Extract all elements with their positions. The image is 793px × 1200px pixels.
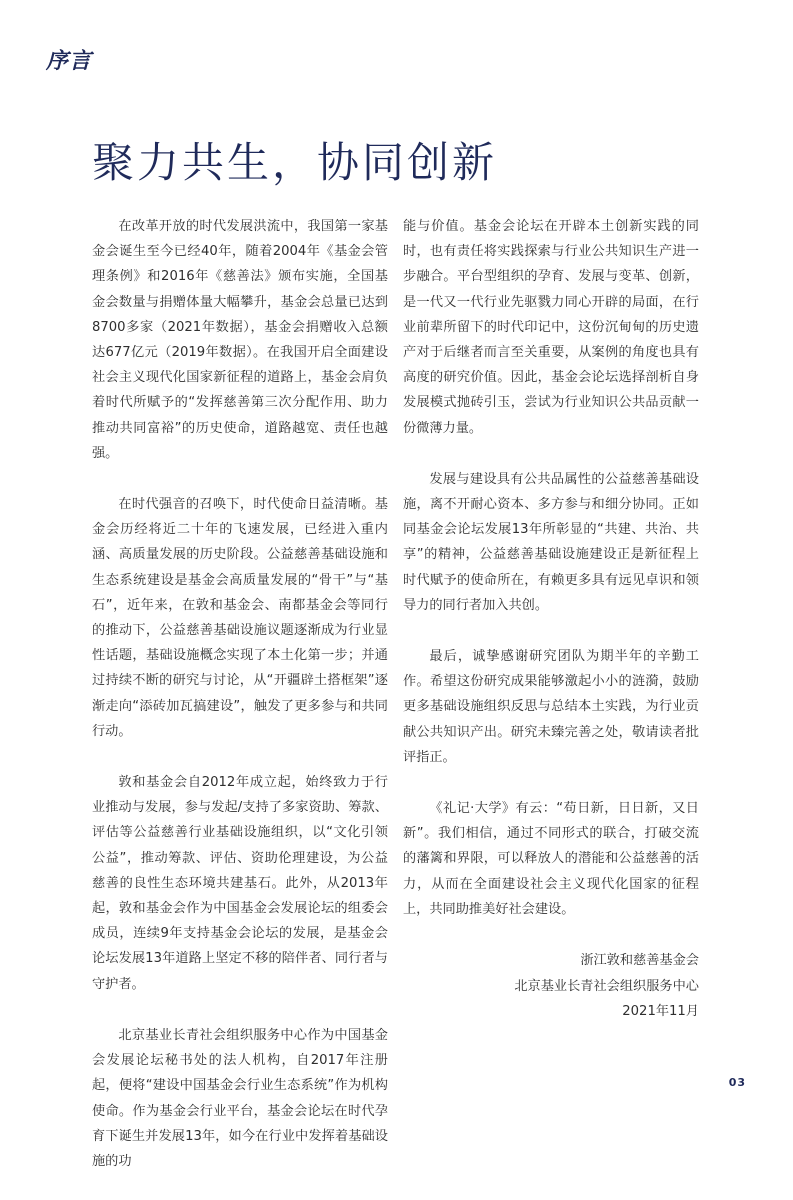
signature-date: 2021年11月	[622, 1004, 699, 1020]
signature-block	[403, 948, 699, 1025]
page-number: 03	[728, 1076, 746, 1089]
paragraph: 发展与建设具有公共品属性的公益慈善基础设施，离不开耐心资本、多方参与和细分协同。正如同基金会论坛发展13年所彰显的“共建、共治、共享”的精神，公益慈善基础设施建设正是新征程上时代赋予的使命所在，有赖更多具有远见卓识和领导力的同行者加入共创。	[403, 471, 699, 613]
signature-org-2: 北京基业长青社会组织服务中心	[514, 978, 699, 994]
left-column	[92, 214, 388, 1200]
paragraph: 最后，诚挚感谢研究团队为期半年的辛勤工作。希望这份研究成果能够激起小小的涟漪，鼓励更多基础设施组织反思与总结本土实践，为行业贡献公共知识产出。研究未臻完善之处，敬请读者批评指正。	[403, 649, 699, 765]
signature-org-1: 浙江敦和慈善基金会	[580, 953, 699, 969]
right-column	[403, 214, 699, 1025]
paragraph: 在时代强音的召唤下，时代使命日益清晰。基金会历经将近二十年的飞速发展，已经进入重内涵、高质量发展的历史阶段。公益慈善基础设施和生态系统建设是基金会高质量发展的“骨干”与“基石”，近年来，在敦和基金会、南都基金会等同行的推动下，公益慈善基础设施议题逐渐成为行业显性话题，基础设施概念实现了本土化第一步；并通过持续不断的研究与讨论，从“开疆辟土搭框架”逐渐走向“添砖加瓦搞建设”，触发了更多参与和共同行动。	[92, 497, 388, 739]
section-label: 序言	[46, 48, 93, 74]
paragraph: 敦和基金会自2012年成立起，始终致力于行业推动与发展，参与发起/支持了多家资助、筹款、评估等公益慈善行业基础设施组织，以“文化引领公益”，推动筹款、评估、资助伦理建设，为公益慈善的良性生态环境共建基石。此外，从2013年起，敦和基金会作为中国基金会发展论坛的组委会成员，连续9年支持基金会论坛的发展，是基金会论坛发展13年道路上坚定不移的陪伴者、同行者与守护者。	[92, 775, 388, 992]
paragraph: 《礼记·大学》有云：“苟日新，日日新，又日新”。我们相信，通过不同形式的联合，打破交流的藩篱和界限，可以释放人的潜能和公益慈善的活力，从而在全面建设社会主义现代化国家的征程上，共同助推美好社会建设。	[403, 801, 699, 917]
paragraph: 在改革开放的时代发展洪流中，我国第一家基金会诞生至今已经40年，随着2004年《基金会管理条例》和2016年《慈善法》颁布实施，全国基金会数量与捐赠体量大幅攀升，基金会总量已达到8700多家（2021年数据），基金会捐赠收入总额达677亿元（2019年数据）。在我国开启全面建设社会主义现代化国家新征程的道路上，基金会肩负着时代所赋予的“发挥慈善第三次分配作用、助力推动共同富裕”的历史使命，道路越宽、责任也越强。	[92, 219, 388, 461]
paragraph: 北京基业长青社会组织服务中心作为中国基金会发展论坛秘书处的法人机构，自2017年注册起，便将“建设中国基金会行业生态系统”作为机构使命。作为基金会行业平台，基金会论坛在时代孕育下诞生并发展13年，如今在行业中发挥着基础设施的功	[92, 1027, 388, 1169]
paragraph: 能与价值。基金会论坛在开辟本土创新实践的同时，也有责任将实践探索与行业公共知识生产进一步融合。平台型组织的孕育、发展与变革、创新，是一代又一代行业先驱戮力同心开辟的局面，在行业前辈所留下的时代印记中，这份沉甸甸的历史遗产对于后继者而言至关重要，从案例的角度也具有高度的研究价值。因此，基金会论坛选择剖析自身发展模式抛砖引玉，尝试为行业知识公共品贡献一份微薄力量。	[403, 219, 699, 436]
page-title: 聚力共生，协同创新	[92, 138, 498, 187]
